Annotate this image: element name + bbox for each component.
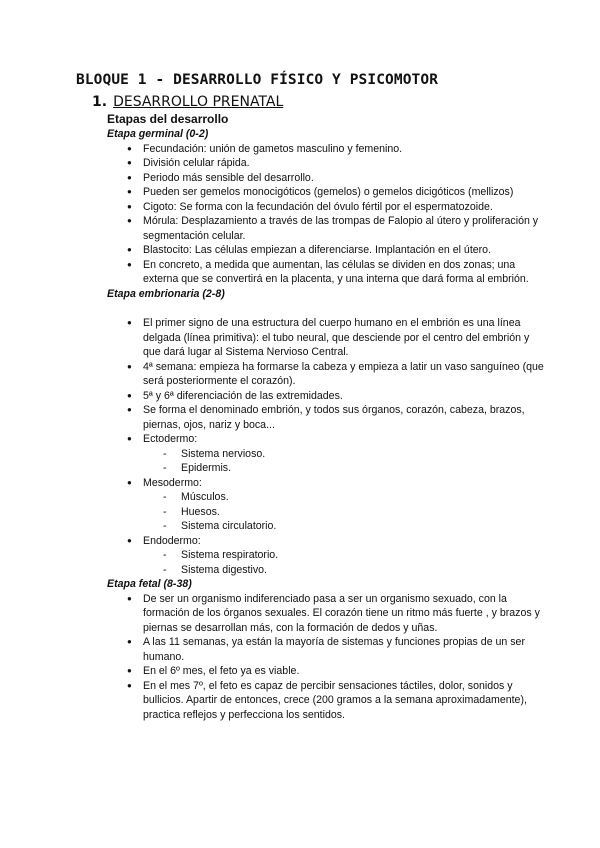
sublist-item: - Sistema digestivo.	[107, 563, 511, 578]
list-item-ectodermo	[107, 432, 547, 476]
subsection-title: Etapas del desarrollo	[107, 112, 229, 126]
list-item: ● Periodo más sensible del desarrollo.	[107, 171, 547, 186]
list-item: ● Se forma el denominado embrión, y todos sus órganos, corazón, cabeza, brazos, piernas, ojos, nariz y boca...	[107, 403, 547, 432]
list-item: ● En concreto, a medida que aumentan, las células se dividen en dos zonas; una externa que se convertirá en la placenta, y una interna que dará forma al embrión.	[107, 258, 547, 287]
sublist-item: - Epidermis.	[107, 461, 511, 476]
document-title: BLOQUE 1 - DESARROLLO FÍSICO Y PSICOMOTOR	[76, 72, 439, 88]
ectodermo-label: Ectodermo:	[143, 433, 198, 445]
stage-heading-fetal: Etapa fetal (8-38)	[107, 578, 192, 590]
section-heading	[92, 94, 283, 110]
list-item: ● El primer signo de una estructura del cuerpo humano en el embrión es una línea delgada (línea primitiva): el tubo neural, que desciende por el centro del embrión y que dará lugar al Sistema Nervioso Central.	[107, 316, 547, 360]
fetal-list	[107, 592, 547, 723]
list-item: ● Cigoto: Se forma con la fecundación del óvulo fértil por el espermatozoide.	[107, 200, 547, 215]
list-item: ● Blastocito: Las células empiezan a diferenciarse. Implantación en el útero.	[107, 243, 547, 258]
document-body	[107, 127, 547, 722]
list-item: ● En el 6º mes, el feto ya es viable.	[107, 664, 547, 679]
list-item: ● Mórula: Desplazamiento a través de las trompas de Falopio al útero y proliferación y segmentación celular.	[107, 214, 547, 243]
stage-heading-embrionaria: Etapa embrionaria (2-8)	[107, 287, 225, 300]
list-item: ● División celular rápida.	[107, 156, 547, 171]
list-item: ● 5ª y 6ª diferenciación de las extremidades.	[107, 389, 547, 404]
embrionaria-list	[107, 316, 547, 577]
mesodermo-label: Mesodermo:	[143, 476, 202, 489]
section-number: 1.	[92, 94, 108, 110]
sublist-item: - Sistema respiratorio.	[107, 548, 511, 563]
endodermo-label: Endodermo:	[143, 534, 201, 547]
germinal-list	[107, 142, 547, 287]
stage-heading-germinal: Etapa germinal (0-2)	[107, 128, 209, 140]
list-item: ● Pueden ser gemelos monocigóticos (gemelos) o gemelos dicigóticos (mellizos)	[107, 185, 547, 200]
list-item-endodermo	[107, 534, 547, 578]
endodermo-sublist	[143, 548, 547, 577]
list-item-mesodermo	[107, 476, 547, 534]
sublist-item: - Huesos.	[107, 505, 511, 520]
list-item: ● A las 11 semanas, ya están la mayoría de sistemas y funciones propias de un ser humano.	[107, 635, 547, 664]
ectodermo-sublist	[143, 447, 547, 476]
sublist-item: - Sistema circulatorio.	[107, 519, 511, 534]
list-item: ● Fecundación: unión de gametos masculino y femenino.	[107, 142, 547, 157]
list-item: ● De ser un organismo indiferenciado pasa a ser un organismo sexuado, con la formación de los órganos sexuales. El corazón tiene un ritmo más fuerte , y brazos y piernas se desarrollan más, con la formación de dedos y uñas.	[107, 592, 547, 636]
spacer	[107, 301, 547, 316]
list-item: ● En el mes 7º, el feto es capaz de percibir sensaciones táctiles, dolor, sonidos y bullicios. Apartir de entonces, crece (200 gramos a la semana aproximadamente), practica reflejos y perfecciona los sentidos.	[107, 679, 547, 723]
list-item: ● 4ª semana: empieza ha formarse la cabeza y empieza a latir un vaso sanguíneo (que será posteriormente el corazón).	[107, 360, 547, 389]
mesodermo-sublist	[143, 490, 547, 534]
sublist-item: - Músculos.	[107, 490, 511, 505]
section-title: DESARROLLO PRENATAL	[113, 94, 284, 110]
sublist-item: - Sistema nervioso.	[107, 447, 511, 462]
